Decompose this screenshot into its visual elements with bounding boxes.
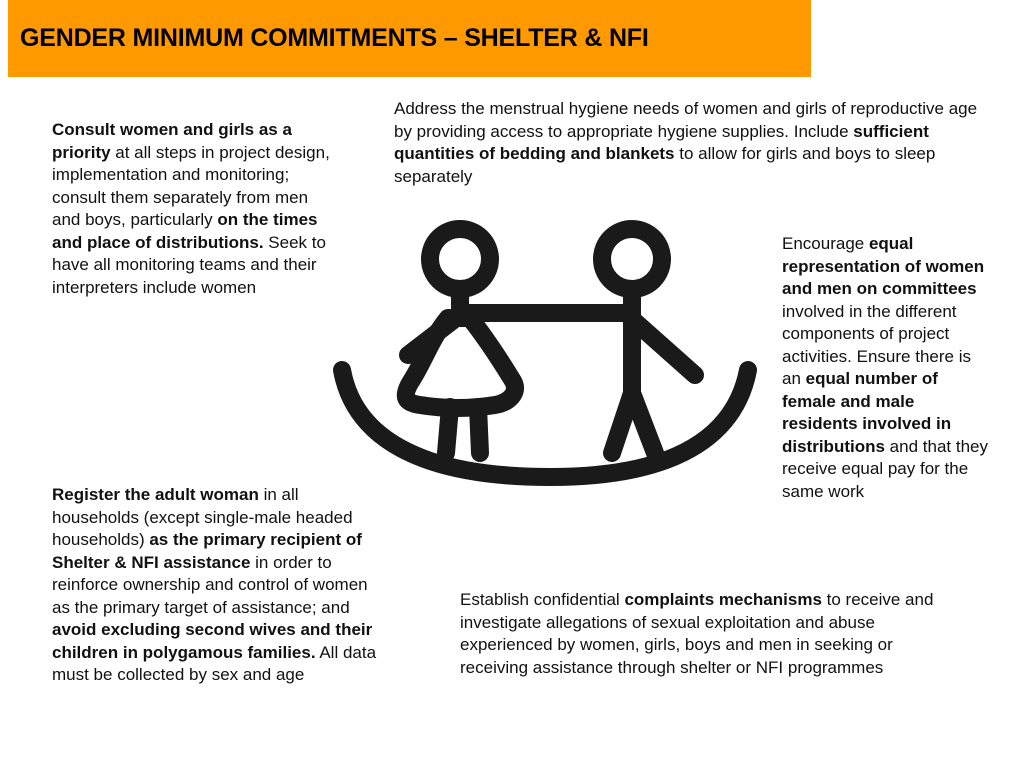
- two-children-holding-hands-icon: [330, 215, 770, 495]
- bold-text: on the times and place of distributions.: [52, 210, 318, 252]
- text: and that they receive equal pay for the same work: [782, 436, 988, 501]
- bold-text: equal representation of women and men on committees: [782, 234, 985, 298]
- page-title: GENDER MINIMUM COMMITMENTS – SHELTER & NFI: [20, 24, 649, 52]
- bold-text: equal number of female and male residents involved in distributions: [782, 369, 952, 456]
- text: in order to reinforce ownership and control of women as the primary target of assistance; and: [52, 552, 368, 617]
- bold-text: avoid excluding second wives and their children in polygamous families.: [52, 620, 373, 662]
- girl-dress: [406, 318, 515, 408]
- boy-leg-right: [632, 393, 655, 453]
- text: at all steps in project design, implementation and monitoring; consult them separately from men and boys, particularly: [52, 142, 330, 229]
- text: Seek to have all monitoring teams and their interpreters include women: [52, 232, 326, 297]
- text: All data must be collected by sex and age: [52, 642, 377, 684]
- text: to allow for girls and boys to sleep separately: [394, 144, 936, 186]
- bold-text: Consult women and girls as a priority: [52, 120, 292, 162]
- bold-text: sufficient quantities of bedding and blankets: [394, 121, 929, 163]
- girl-leg-left: [446, 407, 450, 453]
- text: in all households (except single-male headed households): [52, 485, 353, 549]
- text: Establish confidential: [460, 590, 625, 609]
- girl-leg-right: [478, 407, 480, 453]
- commitment-hygiene: [394, 98, 984, 188]
- text: to receive and investigate allegations of sexual exploitation and abuse experienced by women, girls, boys and men in seeking or receiving assistance through shelter or NFI programmes: [460, 590, 934, 677]
- commitment-representation: [782, 233, 992, 503]
- text: Address the menstrual hygiene needs of women and girls of reproductive age by providing access to appropriate hygiene supplies. Include: [394, 99, 978, 141]
- bold-text: as the primary recipient of Shelter & NFI assistance: [52, 530, 362, 572]
- bold-text: Register the adult woman: [52, 485, 259, 504]
- title-banner: [8, 0, 811, 77]
- text: involved in the different components of project activities. Ensure there is an: [782, 301, 971, 388]
- commitment-register: [52, 484, 387, 687]
- commitment-complaints: [460, 589, 965, 679]
- text: Encourage: [782, 234, 869, 253]
- boy-arm: [632, 319, 695, 375]
- bold-text: complaints mechanisms: [624, 590, 822, 609]
- commitment-consult: [52, 119, 337, 299]
